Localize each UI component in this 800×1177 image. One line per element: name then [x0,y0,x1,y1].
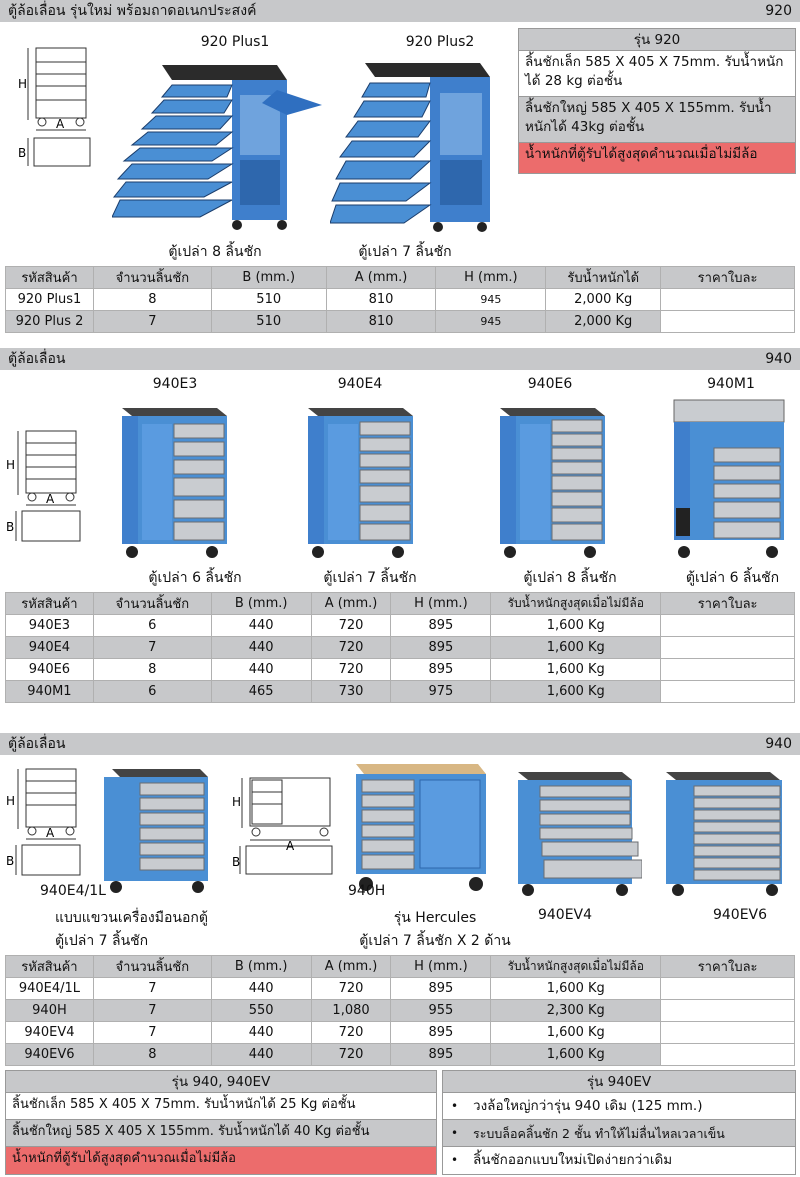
cell: 720 [311,637,391,659]
cell: 7 [93,1022,211,1044]
cell: 1,600 Kg [491,615,661,637]
cell: 510 [211,311,326,333]
table-row [6,1000,795,1022]
product-image-940ev6 [660,768,790,898]
info-small-drawer: ลิ้นชักเล็ก 585 X 405 X 75mm. รับน้ำหนักได้ 25 Kg ต่อชั้น [6,1093,436,1120]
col-header: รับน้ำหนักได้ [546,267,661,289]
cell: 895 [391,1022,491,1044]
price-cell [661,289,795,311]
product-name: 940E3 [152,376,198,392]
col-header: A (mm.) [311,593,391,615]
product-image-940e4 [298,400,418,560]
col-header: H (mm.) [391,593,491,615]
cell: 810 [326,311,436,333]
col-header: A (mm.) [311,956,391,978]
spec-table-920 [5,266,795,333]
cell: 2,000 Kg [546,289,661,311]
col-header: จำนวนลิ้นชัก [93,956,211,978]
info-large-drawer: ลิ้นชักใหญ่ 585 X 405 X 155mm. รับน้ำหนักได้ 43kg ต่อชั้น [519,97,795,143]
caption-920plus2: ตู้เปล่า 7 ลิ้นชัก [358,244,452,260]
cell: 440 [211,1044,311,1066]
table-header-row [6,956,795,978]
col-header: ราคาใบละ [661,593,795,615]
section-title: ตู้ล้อเลื่อน [8,351,66,367]
caption: ตู้เปล่า 7 ลิ้นชัก X 2 ด้าน [359,933,511,949]
label-b: B [232,855,241,869]
label-b: B [6,520,15,534]
caption-920plus1: ตู้เปล่า 8 ลิ้นชัก [168,244,262,260]
table-header-row [6,593,795,615]
cell: 720 [311,1044,391,1066]
label-h: H [6,794,16,808]
price-cell [661,1044,795,1066]
cell: 1,600 Kg [491,681,661,703]
section-header-940-b [0,733,800,755]
info-box-title: รุ่น 940EV [443,1071,795,1093]
label-h: H [18,77,28,91]
info-warning: น้ำหนักที่ตู้รับได้สูงสุดคำนวณเมื่อไม่มีล้อ [519,143,795,173]
table-row [6,311,795,333]
cell: 1,600 Kg [491,1044,661,1066]
info-box-920 [518,28,796,174]
cell: 895 [391,615,491,637]
cell: 550 [211,1000,311,1022]
info-small-drawer: ลิ้นชักเล็ก 585 X 405 X 75mm. รับน้ำหนักได้ 28 kg ต่อชั้น [519,51,795,97]
info-large-drawer: ลิ้นชักใหญ่ 585 X 405 X 155mm. รับน้ำหนักได้ 40 Kg ต่อชั้น [6,1120,436,1147]
col-header: จำนวนลิ้นชัก [93,267,211,289]
cell: 1,600 Kg [491,978,661,1000]
spec-table-940 [5,592,795,703]
table-row [6,681,795,703]
bullet-icon: • [451,1153,459,1167]
col-header: H (mm.) [436,267,546,289]
col-header: รหัสสินค้า [6,267,94,289]
col-header: B (mm.) [211,593,311,615]
feature-item [443,1120,795,1147]
feature-item [443,1093,795,1120]
cell: 440 [211,978,311,1000]
cell: 975 [391,681,491,703]
cell: 810 [326,289,436,311]
cell: 945 [436,311,546,333]
table-row [6,659,795,681]
price-cell [661,659,795,681]
col-header: จำนวนลิ้นชัก [93,593,211,615]
col-header: รับน้ำหนักสูงสุดเมื่อไม่มีล้อ [491,956,661,978]
info-warning: น้ำหนักที่ตู้รับได้สูงสุดคำนวณเมื่อไม่มีล้อ [6,1147,436,1174]
feature-text: ระบบล็อคลิ้นชัก 2 ชั้น ทำให้ไม่ลื่นไหลเวลาเข็น [473,1125,725,1141]
col-header: B (mm.) [211,956,311,978]
section-title: ตู้ล้อเลื่อน รุ่นใหม่ พร้อมถาดอเนกประสงค์ [8,3,257,19]
label-a: A [46,492,55,506]
cell: 2,000 Kg [546,311,661,333]
cell: 465 [211,681,311,703]
price-cell [661,311,795,333]
caption: ตู้เปล่า 7 ลิ้นชัก [55,933,149,949]
series-number: 940 [765,736,792,752]
cell: 440 [211,659,311,681]
product-name: 940E4 [337,376,383,392]
table-row [6,637,795,659]
dimension-diagram-940h [230,772,340,882]
info-box-title: รุ่น 940, 940EV [6,1071,436,1093]
cell: 510 [211,289,326,311]
label-h: H [232,795,242,809]
price-cell [661,978,795,1000]
cell: 940E4/1L [6,978,94,1000]
product-name: 940EV4 [537,907,593,923]
feature-text: ลิ้นชักออกแบบใหม่เปิดง่ายกว่าเดิม [473,1152,673,1168]
table-row [6,978,795,1000]
product-name: 940H [348,883,386,899]
section-header-940 [0,348,800,370]
product-image-940e6 [490,400,610,560]
table-row [6,615,795,637]
col-header: B (mm.) [211,267,326,289]
dimension-diagram [14,40,104,175]
table-row [6,289,795,311]
cell: 7 [93,637,211,659]
cell: 940H [6,1000,94,1022]
label-a: A [46,826,55,840]
spec-table-940-b [5,955,795,1066]
cell: 7 [93,311,211,333]
col-header: ราคาใบละ [661,267,795,289]
cell: 940EV4 [6,1022,94,1044]
caption: ตู้เปล่า 6 ลิ้นชัก [685,570,780,586]
cell: 940E6 [6,659,94,681]
info-box-940ev [442,1070,796,1175]
cell: 1,600 Kg [491,659,661,681]
section-header-920 [0,0,800,22]
cell: 940M1 [6,681,94,703]
product-name: 940EV6 [712,907,768,923]
col-header: รหัสสินค้า [6,593,94,615]
price-cell [661,1000,795,1022]
cell: 440 [211,637,311,659]
product-name-920plus1: 920 Plus1 [200,34,270,50]
label-a: A [56,117,65,131]
product-image-940ev4 [512,768,642,898]
cell: 940E3 [6,615,94,637]
product-image-940e3 [112,400,232,560]
product-image-940h [350,760,490,895]
product-image-940e4-1l [100,765,212,895]
col-header: รหัสสินค้า [6,956,94,978]
table-header-row [6,267,795,289]
info-box-940 [5,1070,437,1175]
cell: 895 [391,659,491,681]
cell: 920 Plus 2 [6,311,94,333]
cell: 720 [311,659,391,681]
cell: 7 [93,1000,211,1022]
cell: 1,600 Kg [491,1022,661,1044]
table-row [6,1022,795,1044]
label-a: A [286,839,295,853]
price-cell [661,637,795,659]
caption: แบบแขวนเครื่องมือนอกตู้ [55,910,208,926]
cell: 2,300 Kg [491,1000,661,1022]
info-box-title: รุ่น 920 [519,29,795,51]
price-cell [661,681,795,703]
caption: ตู้เปล่า 6 ลิ้นชัก [148,570,242,586]
feature-item [443,1147,795,1174]
cell: 895 [391,1044,491,1066]
col-header: A (mm.) [326,267,436,289]
product-name: 940E6 [527,376,573,392]
series-number: 920 [765,3,792,19]
cell: 8 [93,1044,211,1066]
product-name-920plus2: 920 Plus2 [405,34,475,50]
section-title: ตู้ล้อเลื่อน [8,736,66,752]
cell: 6 [93,615,211,637]
cell: 6 [93,681,211,703]
label-b: B [6,854,15,868]
dimension-diagram [4,425,94,550]
cell: 440 [211,1022,311,1044]
cell: 440 [211,615,311,637]
bullet-icon: • [451,1125,459,1140]
cell: 940EV6 [6,1044,94,1066]
cell: 955 [391,1000,491,1022]
cell: 8 [93,289,211,311]
cell: 720 [311,1022,391,1044]
label-h: H [6,458,16,472]
cell: 730 [311,681,391,703]
price-cell [661,615,795,637]
cell: 720 [311,978,391,1000]
product-image-920plus1 [112,55,327,235]
caption: ตู้เปล่า 8 ลิ้นชัก [523,570,617,586]
label-b: B [18,146,27,160]
bullet-icon: • [451,1098,459,1113]
feature-text: วงล้อใหญ่กว่ารุ่น 940 เดิม (125 mm.) [473,1097,703,1114]
cell: 720 [311,615,391,637]
cell: 7 [93,978,211,1000]
cell: 895 [391,637,491,659]
col-header: H (mm.) [391,956,491,978]
cell: 1,600 Kg [491,637,661,659]
cell: 945 [436,289,546,311]
caption: ตู้เปล่า 7 ลิ้นชัก [323,570,417,586]
series-number: 940 [765,351,792,367]
product-name: 940M1 [707,376,755,392]
col-header: รับน้ำหนักสูงสุดเมื่อไม่มีล้อ [491,593,661,615]
product-name: 940E4/1L [40,883,106,899]
caption: รุ่น Hercules [393,910,477,926]
product-image-920plus2 [330,55,510,235]
dimension-diagram [4,765,94,885]
cell: 895 [391,978,491,1000]
cell: 940E4 [6,637,94,659]
table-row [6,1044,795,1066]
product-image-940m1 [668,396,790,562]
cell: 1,080 [311,1000,391,1022]
cell: 920 Plus1 [6,289,94,311]
cell: 8 [93,659,211,681]
price-cell [661,1022,795,1044]
col-header: ราคาใบละ [661,956,795,978]
